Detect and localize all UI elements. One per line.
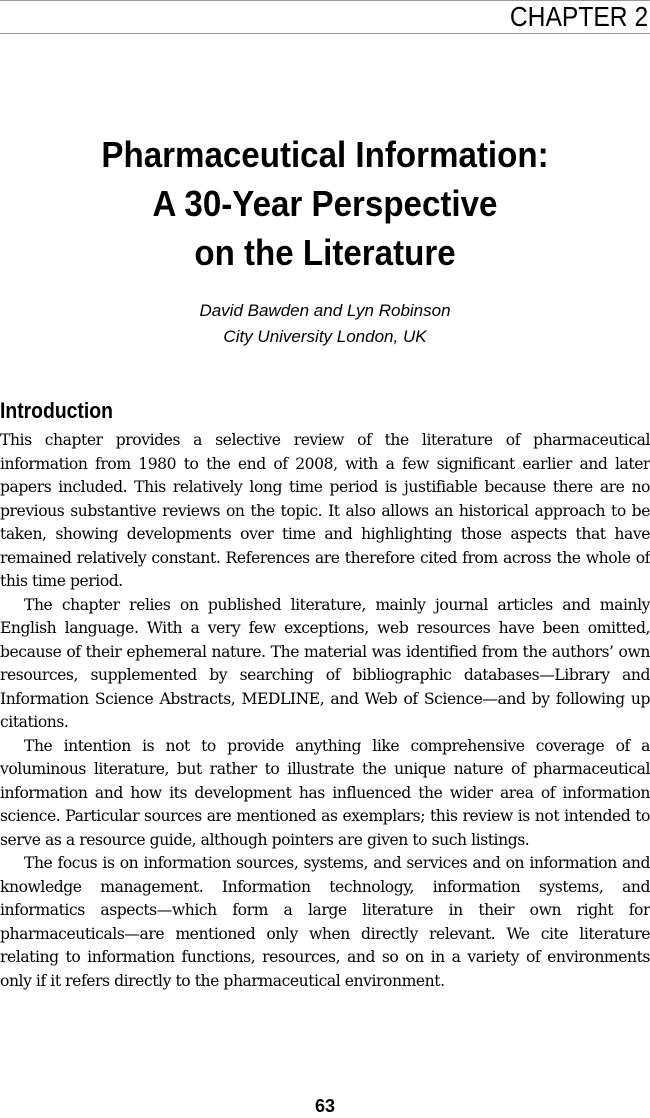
chapter-label: CHAPTER 2 [509,1,648,32]
paragraph-4: The focus is on information sources, systems, and services and on information and knowledge management. Information technology, information systems, and informatics aspects—which form a large literature in their own right for pharmaceuticals—are mentioned only when directly relevant. We cite literature relating to information functions, resources, and so on in a variety of environments only if it refers directly to the pharmaceutical environment. [0,854,650,990]
author-names: David Bawden and Lyn Robinson [199,301,451,320]
title-line-2: A 30-Year Perspective [152,183,498,224]
author-affiliation: City University London, UK [223,327,427,346]
page-number: 63 [314,1096,336,1116]
title-line-1: Pharmaceutical Information: [101,134,549,175]
chapter-header [0,1,650,34]
title-line-3: on the Literature [194,232,456,273]
chapter-title [0,130,650,277]
paragraph-3: The intention is not to provide anything like comprehensive coverage of a voluminous literature, but rather to illustrate the unique nature of pharmaceutical information and how its development has influenced the wider area of information science. Particular sources are mentioned as exemplars; this review is not intended to serve as a resource guide, although pointers are given to such listings. [0,736,650,849]
author-block [0,298,650,350]
paragraph-2: The chapter relies on published literature, mainly journal articles and mainly English language. With a very few exceptions, web resources have been omitted, because of their ephemeral nature. The material was identified from the authors’ own resources, supplemented by searching of bibliographic databases—Library and Information Science Abstracts, MEDLINE, and Web of Science—and by following up citations. [0,595,650,731]
body-text [0,429,650,993]
section-heading: Introduction [0,398,113,423]
paragraph-1: This chapter provides a selective review of the literature of pharmaceutical information from 1980 to the end of 2008, with a few significant earlier and later papers included. This relatively long time period is justifiable because there are no previous substantive reviews on the topic. It also allows an historical approach to be taken, showing developments over time and highlighting those aspects that have remained relatively constant. References are therefore cited from across the whole of this time period. [0,431,650,590]
